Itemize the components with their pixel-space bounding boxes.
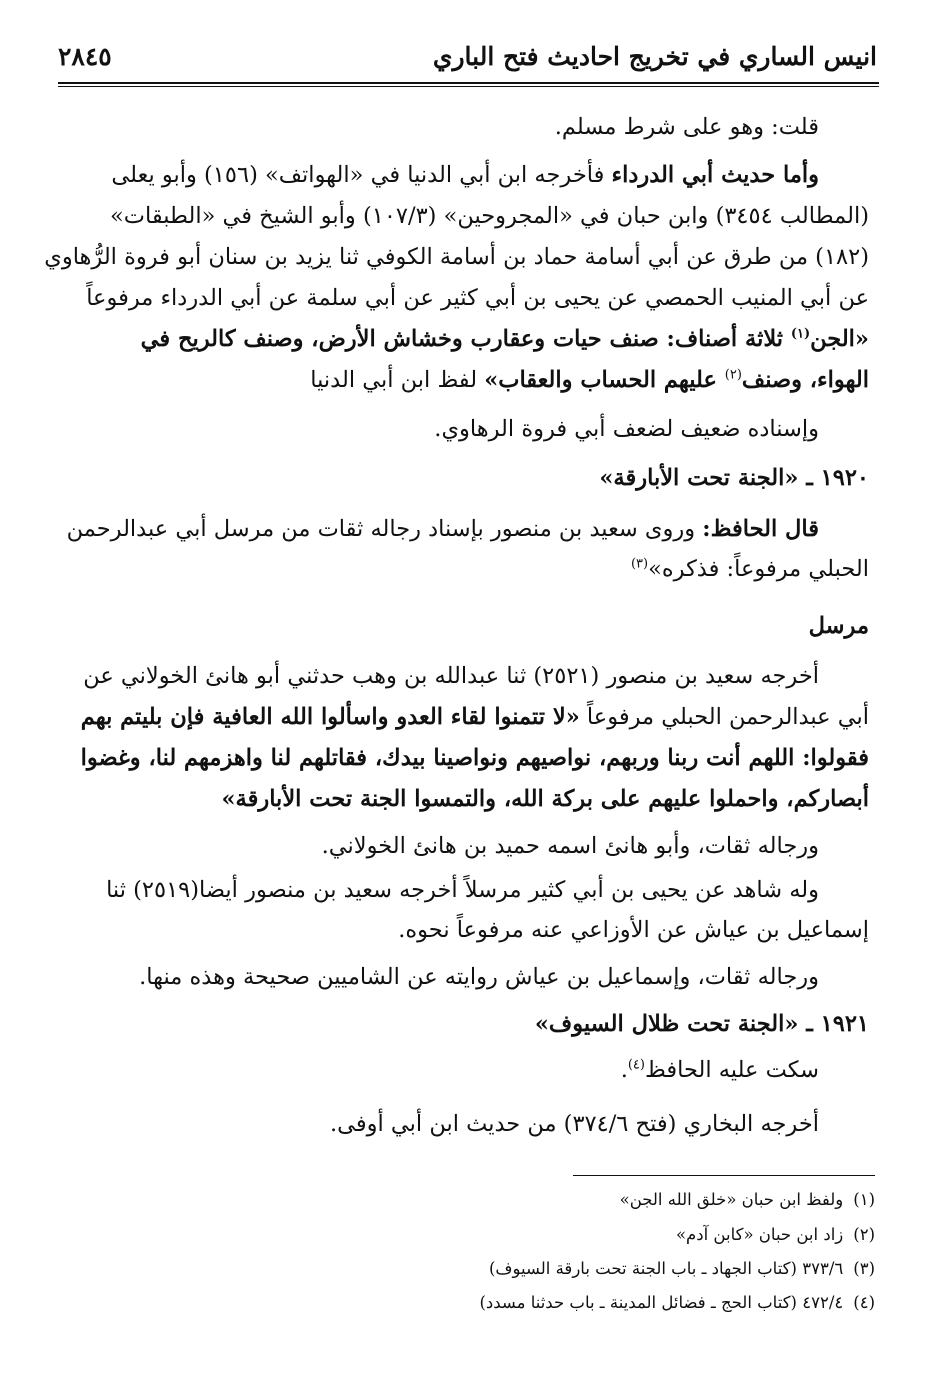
text-line — [81, 704, 869, 731]
footnote-text: ٣٧٣/٦ (كتاب الجهاد ـ باب الجنة تحت بارقة السيوف) — [488, 1259, 844, 1278]
text-span: «الجن — [810, 326, 869, 352]
text-span: سكت عليه الحافظ — [644, 1057, 819, 1083]
text-span: فأخرجه ابن أبي الدنيا في «الهواتف» (١٥٦) وأبو يعلى — [111, 162, 612, 188]
text-span: الحبلي مرفوعاً: فذكره» — [648, 556, 869, 582]
text-span: الهواء، وصنف — [741, 367, 869, 393]
text-line — [631, 556, 869, 583]
footnote-text: زاد ابن حبان «كابن آدم» — [675, 1225, 844, 1244]
text-line: أخرجه البخاري (فتح ٣٧٤/٦) من حديث ابن أبي أوفى. — [329, 1111, 819, 1137]
text-line — [141, 326, 869, 353]
text-line — [621, 1057, 819, 1084]
text-line: ورجاله ثقات، وأبو هانئ اسمه حميد بن هانئ الخولاني. — [321, 833, 819, 859]
footnote-ref: (٤) — [627, 1057, 645, 1073]
hadith-heading-1920: ١٩٢٠ ـ «الجنة تحت الأبارقة» — [599, 465, 869, 491]
text-line: وله شاهد عن يحيى بن أبي كثير مرسلاً أخرجه سعيد بن منصور أيضا(٢٥١٩) ثنا — [106, 877, 819, 903]
text-line: ورجاله ثقات، وإسماعيل بن عياش روايته عن الشاميين صحيحة وهذه منها. — [139, 964, 819, 990]
footnote-text: ولفظ ابن حبان «خلق الله الجن» — [619, 1190, 844, 1209]
text-line — [67, 516, 819, 543]
footnote — [676, 1225, 875, 1244]
text-line — [310, 367, 869, 394]
footnote-text: ٤٧٢/٤ (كتاب الحج ـ فضائل المدينة ـ باب حدثنا مسدد) — [479, 1293, 844, 1312]
text-line: فقولوا: اللهم أنت ربنا وربهم، نواصيهم ونواصينا بيدك، فقاتلهم لنا واهزمهم لنا، وغضوا — [80, 745, 869, 771]
text-line: إسماعيل بن عياش عن الأوزاعي عنه مرفوعاً نحوه. — [398, 917, 869, 943]
text-span: أبي عبدالرحمن الحبلي مرفوعاً — [579, 704, 869, 730]
text-span: «لا تتمنوا لقاء العدو واسألوا الله العافية فإن بليتم بهم — [80, 704, 580, 730]
running-header — [58, 38, 877, 78]
hadith-heading-1921: ١٩٢١ ـ «الجنة تحت ظلال السيوف» — [534, 1011, 869, 1037]
footnote-number: (٤) — [853, 1293, 875, 1312]
footnote-number: (٣) — [853, 1259, 875, 1278]
text-line: أبصاركم، واحملوا عليهم على بركة الله، والتمسوا الجنة تحت الأبارقة» — [221, 786, 869, 812]
footnote-ref: (٢) — [724, 367, 742, 383]
footnote-number: (١) — [853, 1190, 875, 1209]
text-line: عن أبي المنيب الحمصي عن يحيى بن أبي كثير عن أبي سلمة عن أبي الدرداء مرفوعاً — [86, 285, 869, 311]
footnote — [620, 1190, 875, 1209]
text-span: . — [620, 1057, 628, 1083]
page-number: ٢٨٤٥ — [58, 42, 112, 71]
footnote — [479, 1293, 875, 1312]
footnote-ref: (٣) — [630, 556, 649, 572]
text-line: (١٨٢) من طرق عن أبي أسامة حماد بن أسامة الكوفي ثنا يزيد بن سنان أبو فروة الرُّهاوي — [44, 244, 869, 270]
bold-phrase: قال الحافظ: — [702, 516, 819, 542]
footnote-rule — [573, 1175, 875, 1176]
bold-phrase: وأما حديث أبي الدرداء — [611, 162, 819, 188]
text-span: لفظ ابن أبي الدنيا — [310, 367, 485, 393]
text-line: (المطالب ٣٤٥٤) وابن حبان في «المجروحين» (١٠٧/٣) وأبو الشيخ في «الطبقات» — [110, 203, 869, 229]
header-rule-thin — [58, 86, 879, 87]
footnote-number: (٢) — [853, 1225, 875, 1244]
text-line: قلت: وهو على شرط مسلم. — [554, 114, 819, 140]
footnote-ref: (١) — [790, 326, 811, 342]
text-span: عليهم الحساب والعقاب» — [484, 367, 725, 393]
grade-label: مرسل — [808, 613, 869, 639]
text-span: ثلاثة أصناف: صنف حيات وعقارب وخشاش الأرض، وصنف كالريح في — [140, 326, 791, 352]
header-rule — [58, 82, 879, 84]
text-line: وإسناده ضعيف لضعف أبي فروة الرهاوي. — [434, 416, 819, 442]
footnote — [489, 1259, 875, 1278]
text-line: أخرجه سعيد بن منصور (٢٥٢١) ثنا عبدالله بن وهب حدثني أبو هانئ الخولاني عن — [83, 663, 819, 689]
book-title: انيس الساري في تخريج احاديث فتح الباري — [432, 42, 877, 71]
text-span: وروى سعيد بن منصور بإسناد رجاله ثقات من مرسل أبي عبدالرحمن — [66, 516, 703, 542]
text-line — [111, 162, 819, 189]
